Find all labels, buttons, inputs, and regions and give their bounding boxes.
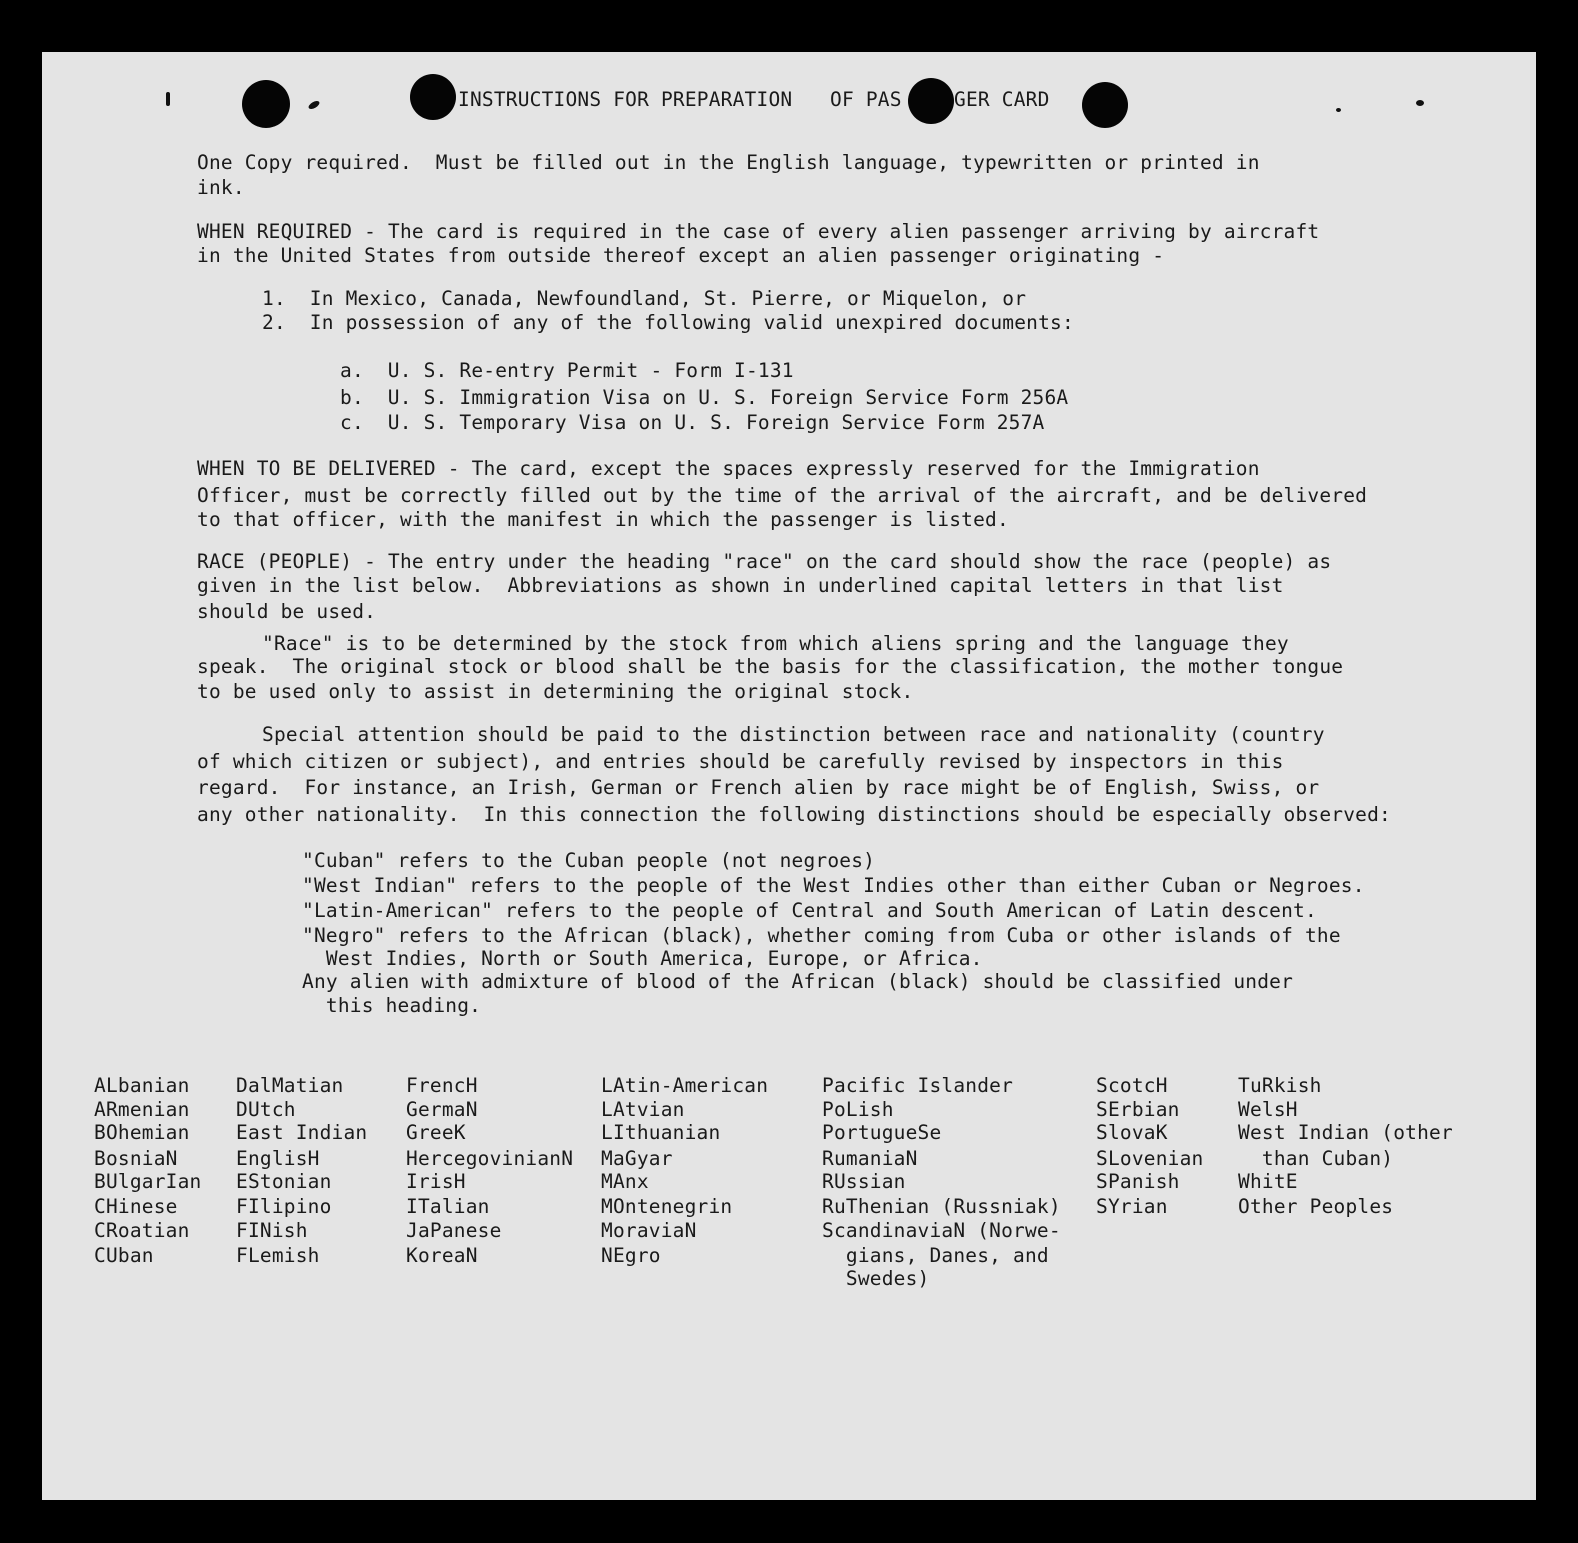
- when-required-line: in the United States from outside thereof except an alien passenger originating -: [197, 244, 1165, 267]
- race-entry: Pacific Islander: [822, 1074, 1014, 1097]
- race-entry: JaPanese: [406, 1219, 502, 1242]
- when-required-line: WHEN REQUIRED - The card is required in the case of every alien passenger arriving by aircraft: [197, 220, 1320, 243]
- race-entry: SlovaK: [1096, 1121, 1168, 1144]
- lettered-item: c. U. S. Temporary Visa on U. S. Foreign Service Form 257A: [340, 411, 1045, 434]
- race-entry: FLemish: [236, 1244, 320, 1267]
- race-entry: SYrian: [1096, 1195, 1168, 1218]
- race-entry: MaGyar: [601, 1147, 673, 1170]
- race-entry: DalMatian: [236, 1074, 344, 1097]
- race-entry: MoraviaN: [601, 1219, 697, 1242]
- race-entry: GreeK: [406, 1121, 466, 1144]
- document-page: [42, 52, 1536, 1500]
- title-left: INSTRUCTIONS FOR PREPARATION: [458, 88, 793, 111]
- race-entry: SLovenian: [1096, 1147, 1204, 1170]
- title-mid: OF PAS: [830, 88, 902, 111]
- race-entry: CRoatian: [94, 1219, 190, 1242]
- race-entry: GermaN: [406, 1098, 478, 1121]
- race-entry: FINish: [236, 1219, 308, 1242]
- intro-line: One Copy required. Must be filled out in the English language, typewritten or printed in: [197, 151, 1260, 174]
- numbered-item: 2. In possession of any of the following valid unexpired documents:: [262, 311, 1074, 334]
- distinction-line: "Latin-American" refers to the people of Central and South American of Latin descent.: [302, 899, 1317, 922]
- punch-hole-2: [410, 74, 456, 120]
- punch-hole-4: [1082, 82, 1128, 128]
- race-entry: MOntenegrin: [601, 1195, 733, 1218]
- lettered-item: a. U. S. Re-entry Permit - Form I-131: [340, 359, 794, 382]
- race-entry: Swedes): [822, 1267, 930, 1290]
- race-entry: BosniaN: [94, 1147, 178, 1170]
- race-entry: IrisH: [406, 1170, 466, 1193]
- title-right: GER CARD: [954, 88, 1050, 111]
- race-entry: SErbian: [1096, 1098, 1180, 1121]
- race-entry: BOhemian: [94, 1121, 190, 1144]
- race-entry: ScotcH: [1096, 1074, 1168, 1097]
- ink-speck: [307, 99, 320, 110]
- race-entry: RuThenian (Russniak): [822, 1195, 1061, 1218]
- race-entry: EnglisH: [236, 1147, 320, 1170]
- distinction-line: this heading.: [302, 994, 482, 1017]
- race-entry: MAnx: [601, 1170, 649, 1193]
- race-entry: ALbanian: [94, 1074, 190, 1097]
- special-attention-line: any other nationality. In this connection the following distinctions should be especially observed:: [197, 803, 1391, 826]
- when-delivered-line: Officer, must be correctly filled out by the time of the arrival of the aircraft, and be delivered: [197, 484, 1368, 507]
- race-entry: PortugueSe: [822, 1121, 942, 1144]
- punch-hole-3: [908, 78, 954, 124]
- special-attention-line: regard. For instance, an Irish, German or French alien by race might be of English, Swiss, or: [197, 776, 1320, 799]
- race-entry: CHinese: [94, 1195, 178, 1218]
- race-entry: FrencH: [406, 1074, 478, 1097]
- when-delivered-line: to that officer, with the manifest in which the passenger is listed.: [197, 508, 1009, 531]
- race-definition-line: to be used only to assist in determining the original stock.: [197, 680, 914, 703]
- race-entry: than Cuban): [1238, 1147, 1394, 1170]
- special-attention-line: of which citizen or subject), and entries should be carefully revised by inspectors in this: [197, 750, 1284, 773]
- race-entry: CUban: [94, 1244, 154, 1267]
- ink-speck: [166, 92, 170, 106]
- race-entry: WhitE: [1238, 1170, 1298, 1193]
- race-entry: LIthuanian: [601, 1121, 721, 1144]
- race-people-line: RACE (PEOPLE) - The entry under the heading "race" on the card should show the race (people) as: [197, 550, 1332, 573]
- race-entry: LAtvian: [601, 1098, 685, 1121]
- race-entry: Other Peoples: [1238, 1195, 1394, 1218]
- race-entry: NEgro: [601, 1244, 661, 1267]
- distinction-line: Any alien with admixture of blood of the African (black) should be classified under: [302, 970, 1294, 993]
- race-entry: ITalian: [406, 1195, 490, 1218]
- ink-speck: [1416, 100, 1424, 106]
- race-entry: ARmenian: [94, 1098, 190, 1121]
- race-entry: HercegovinianN: [406, 1147, 574, 1170]
- distinction-line: "Negro" refers to the African (black), whether coming from Cuba or other islands of the: [302, 924, 1341, 947]
- distinction-line: West Indies, North or South America, Europe, or Africa.: [302, 947, 983, 970]
- race-entry: TuRkish: [1238, 1074, 1322, 1097]
- race-entry: LAtin-American: [601, 1074, 769, 1097]
- race-entry: DUtch: [236, 1098, 296, 1121]
- race-entry: FIlipino: [236, 1195, 332, 1218]
- race-entry: PoLish: [822, 1098, 894, 1121]
- special-attention-line: Special attention should be paid to the distinction between race and nationality (country: [262, 723, 1325, 746]
- numbered-item: 1. In Mexico, Canada, Newfoundland, St. Pierre, or Miquelon, or: [262, 287, 1027, 310]
- race-entry: West Indian (other: [1238, 1121, 1453, 1144]
- lettered-item: b. U. S. Immigration Visa on U. S. Foreign Service Form 256A: [340, 386, 1069, 409]
- race-definition-line: "Race" is to be determined by the stock from which aliens spring and the language they: [262, 632, 1289, 655]
- race-entry: EStonian: [236, 1170, 332, 1193]
- race-people-line: given in the list below. Abbreviations as shown in underlined capital letters in that list: [197, 574, 1284, 597]
- race-entry: RumaniaN: [822, 1147, 918, 1170]
- intro-line: ink.: [197, 176, 245, 199]
- race-entry: gians, Danes, and: [822, 1244, 1049, 1267]
- race-entry: KoreaN: [406, 1244, 478, 1267]
- race-definition-line: speak. The original stock or blood shall be the basis for the classification, the mother tongue: [197, 655, 1344, 678]
- race-entry: East Indian: [236, 1121, 368, 1144]
- race-entry: BUlgarIan: [94, 1170, 202, 1193]
- ink-speck: [1336, 108, 1341, 112]
- race-entry: RUssian: [822, 1170, 906, 1193]
- race-entry: SPanish: [1096, 1170, 1180, 1193]
- distinction-line: "Cuban" refers to the Cuban people (not negroes): [302, 849, 876, 872]
- race-people-line: should be used.: [197, 600, 377, 623]
- race-entry: WelsH: [1238, 1098, 1298, 1121]
- punch-hole-1: [242, 80, 290, 128]
- when-delivered-line: WHEN TO BE DELIVERED - The card, except the spaces expressly reserved for the Immigration: [197, 457, 1260, 480]
- race-entry: ScandinaviaN (Norwe-: [822, 1219, 1061, 1242]
- distinction-line: "West Indian" refers to the people of the West Indies other than either Cuban or Negroes.: [302, 874, 1365, 897]
